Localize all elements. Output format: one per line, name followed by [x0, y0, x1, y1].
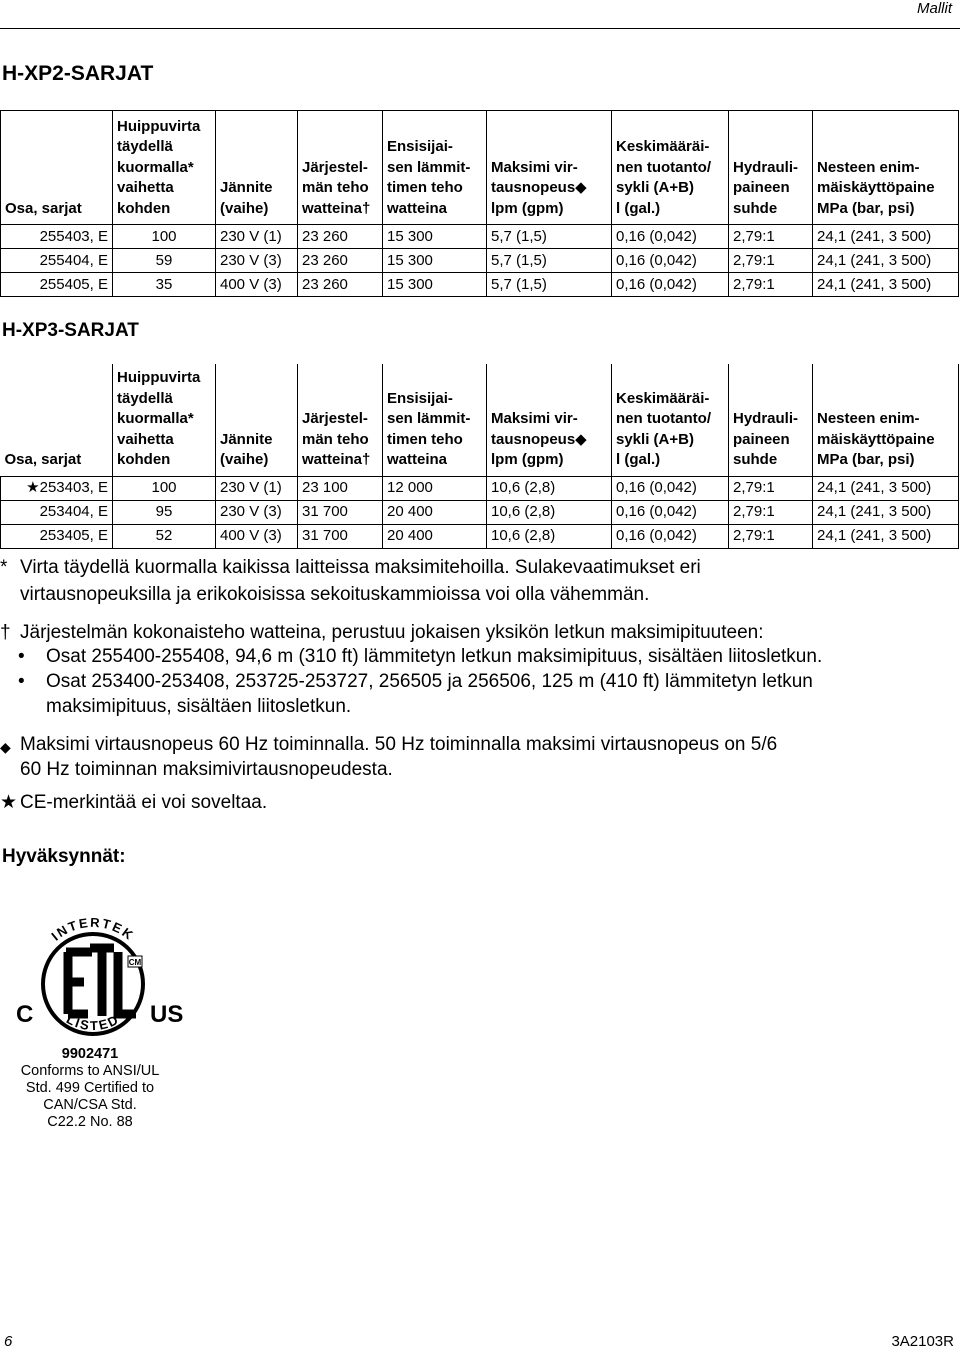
header-col-peak-current: Huippuvirta täydellä kuormalla* vaihetta kohden	[113, 111, 216, 225]
cell-col-avg-output: 0,16 (0,042)	[612, 249, 729, 273]
cell-col-peak-current: 35	[113, 273, 216, 297]
cell-col-primary-heater: 20 400	[383, 524, 487, 548]
cell-col-primary-heater: 15 300	[383, 225, 487, 249]
page-section-label: Mallit	[916, 0, 952, 17]
cell-col-max-pressure: 24,1 (241, 3 500)	[813, 524, 959, 548]
header-col-max-pressure: Nesteen enim- mäiskäyttöpaine MPa (bar, psi)	[813, 111, 959, 225]
cell-col-max-pressure: 24,1 (241, 3 500)	[813, 500, 959, 524]
cell-col-ratio: 2,79:1	[729, 273, 813, 297]
xp2-section-title: H-XP2-SARJAT	[2, 62, 154, 85]
header-col-ratio: Hydrauli- paineen suhde	[729, 364, 813, 476]
page-number: 6	[4, 1333, 13, 1350]
header-col-part: Osa, sarjat	[1, 364, 113, 476]
cell-col-voltage: 230 V (3)	[216, 500, 298, 524]
xp2-spec-table	[0, 110, 959, 297]
cell-col-avg-output: 0,16 (0,042)	[612, 273, 729, 297]
table-row	[1, 500, 959, 524]
cell-col-max-pressure: 24,1 (241, 3 500)	[813, 249, 959, 273]
cell-col-voltage: 400 V (3)	[216, 273, 298, 297]
cell-col-part: 255404, E	[1, 249, 113, 273]
header-col-ratio: Hydrauli- paineen suhde	[729, 111, 813, 225]
cell-col-ratio: 2,79:1	[729, 500, 813, 524]
cell-col-system-power: 31 700	[298, 524, 383, 548]
cell-col-voltage: 230 V (1)	[216, 225, 298, 249]
cert-number: 9902471	[61, 1046, 119, 1062]
logo-us-text: US	[150, 1001, 184, 1028]
cert-line: C22.2 No. 88	[47, 1114, 133, 1130]
logo-c-text: C	[16, 1001, 34, 1028]
header-rule	[0, 28, 960, 29]
cert-line: Conforms to ANSI/UL	[20, 1063, 160, 1079]
xp3-spec-table	[0, 364, 959, 549]
cell-col-peak-current: 95	[113, 500, 216, 524]
header-col-voltage: Jännite (vaihe)	[216, 364, 298, 476]
header-col-system-power: Järjestel- män teho watteina†	[298, 111, 383, 225]
cell-col-system-power: 31 700	[298, 500, 383, 524]
cert-line: Std. 499 Certified to	[25, 1080, 155, 1096]
cell-col-max-flow: 10,6 (2,8)	[487, 524, 612, 548]
header-col-system-power: Järjestel- män teho watteina†	[298, 364, 383, 476]
cell-col-max-flow: 5,7 (1,5)	[487, 249, 612, 273]
cell-col-avg-output: 0,16 (0,042)	[612, 225, 729, 249]
document-number: 3A2103R	[891, 1333, 954, 1350]
logo-cm-text: CM	[128, 958, 142, 967]
cell-col-primary-heater: 15 300	[383, 273, 487, 297]
cell-col-ratio: 2,79:1	[729, 524, 813, 548]
cell-col-peak-current: 59	[113, 249, 216, 273]
header-col-primary-heater: Ensisijai- sen lämmit- timen teho watteina	[383, 364, 487, 476]
cell-col-max-flow: 5,7 (1,5)	[487, 273, 612, 297]
cert-line: CAN/CSA Std.	[43, 1097, 137, 1113]
cell-col-peak-current: 100	[113, 476, 216, 500]
cell-col-voltage: 230 V (1)	[216, 476, 298, 500]
cell-col-part: 255405, E	[1, 273, 113, 297]
cell-col-max-flow: 10,6 (2,8)	[487, 500, 612, 524]
table-row	[1, 225, 959, 249]
table-row	[1, 524, 959, 548]
cell-col-primary-heater: 12 000	[383, 476, 487, 500]
header-col-part: Osa, sarjat	[1, 111, 113, 225]
table-row	[1, 273, 959, 297]
certification-text	[10, 1046, 170, 1131]
cell-col-primary-heater: 20 400	[383, 500, 487, 524]
cell-col-ratio: 2,79:1	[729, 225, 813, 249]
cell-col-max-pressure: 24,1 (241, 3 500)	[813, 476, 959, 500]
cell-col-max-pressure: 24,1 (241, 3 500)	[813, 225, 959, 249]
star-icon: ★	[0, 792, 18, 813]
cell-col-ratio: 2,79:1	[729, 249, 813, 273]
cell-col-max-pressure: 24,1 (241, 3 500)	[813, 273, 959, 297]
logo-intertek-text: INTERTEK	[48, 918, 138, 944]
svg-text:INTERTEK	[48, 918, 137, 944]
xp3-section-title: H-XP3-SARJAT	[2, 320, 139, 341]
cell-col-system-power: 23 100	[298, 476, 383, 500]
diamond-icon: ◆	[0, 739, 11, 755]
cell-col-part: 255403, E	[1, 225, 113, 249]
cell-col-voltage: 400 V (3)	[216, 524, 298, 548]
cell-col-system-power: 23 260	[298, 225, 383, 249]
header-col-primary-heater: Ensisijai- sen lämmit- timen teho watteina	[383, 111, 487, 225]
cell-col-voltage: 230 V (3)	[216, 249, 298, 273]
header-col-max-flow: Maksimi vir- tausnopeus◆ lpm (gpm)	[487, 364, 612, 476]
approvals-title: Hyväksynnät:	[2, 846, 126, 867]
header-col-avg-output: Keskimääräi- nen tuotanto/ sykli (A+B) l (gal.)	[612, 111, 729, 225]
cell-col-ratio: 2,79:1	[729, 476, 813, 500]
cell-col-avg-output: 0,16 (0,042)	[612, 524, 729, 548]
etl-listed-logo	[10, 918, 190, 1046]
cell-col-peak-current: 100	[113, 225, 216, 249]
header-col-voltage: Jännite (vaihe)	[216, 111, 298, 225]
header-col-avg-output: Keskimääräi- nen tuotanto/ sykli (A+B) l (gal.)	[612, 364, 729, 476]
cell-col-peak-current: 52	[113, 524, 216, 548]
header-col-max-pressure: Nesteen enim- mäiskäyttöpaine MPa (bar, psi)	[813, 364, 959, 476]
cell-col-system-power: 23 260	[298, 273, 383, 297]
cell-col-avg-output: 0,16 (0,042)	[612, 476, 729, 500]
cell-col-part: 253404, E	[1, 500, 113, 524]
logo-listed-text: LISTED	[63, 1011, 123, 1034]
table-row	[1, 249, 959, 273]
cell-col-part: ★253403, E	[1, 476, 113, 500]
cell-col-system-power: 23 260	[298, 249, 383, 273]
table-row	[1, 476, 959, 500]
cell-col-primary-heater: 15 300	[383, 249, 487, 273]
cell-col-max-flow: 5,7 (1,5)	[487, 225, 612, 249]
header-col-max-flow: Maksimi vir- tausnopeus◆ lpm (gpm)	[487, 111, 612, 225]
cell-col-avg-output: 0,16 (0,042)	[612, 500, 729, 524]
cell-col-part: 253405, E	[1, 524, 113, 548]
cell-col-max-flow: 10,6 (2,8)	[487, 476, 612, 500]
header-col-peak-current: Huippuvirta täydellä kuormalla* vaihetta kohden	[113, 364, 216, 476]
